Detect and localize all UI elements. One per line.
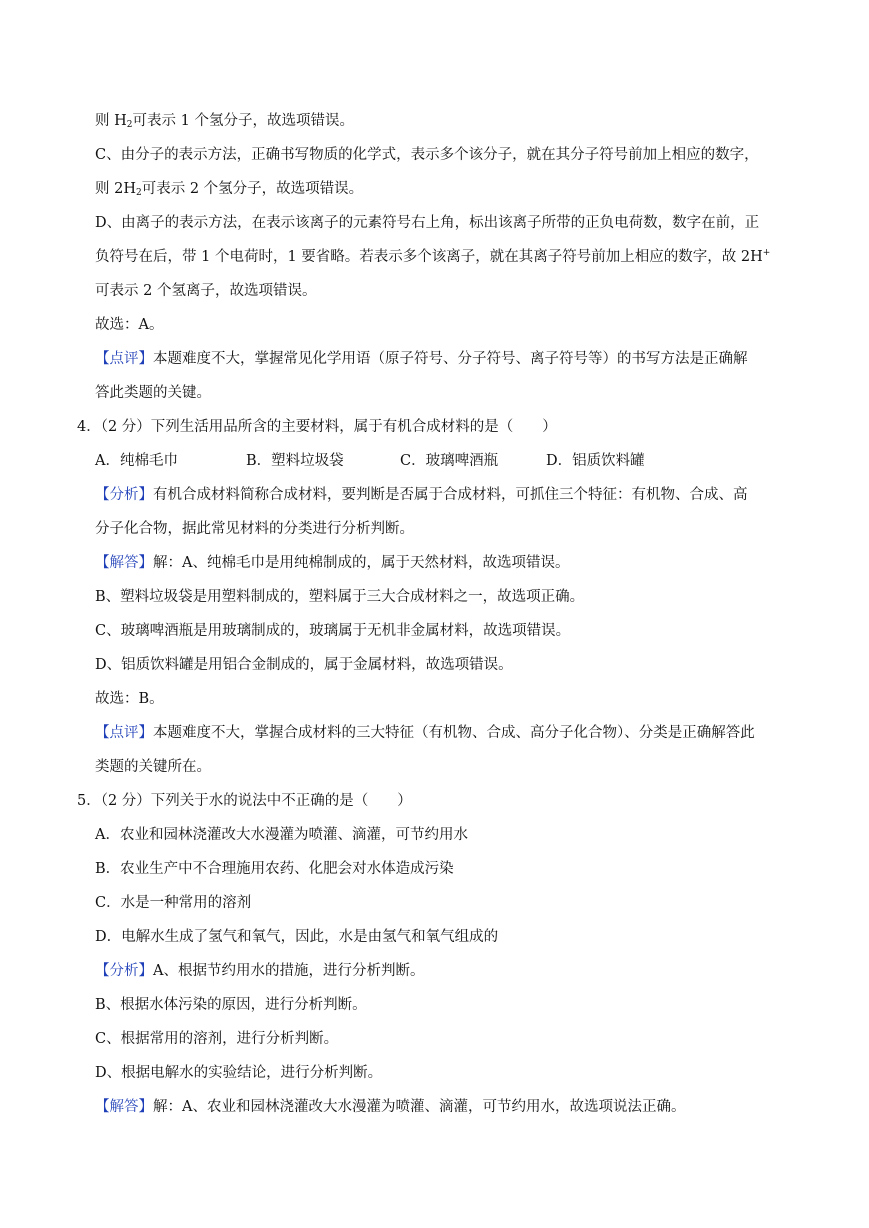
q3-option-d-line1: D、由离子的表示方法，在表示该离子的元素符号右上角，标出该离子所带的正负电荷数，数字在前，正 bbox=[95, 215, 760, 231]
q4-comment-line1 bbox=[95, 723, 809, 745]
q3-comment-line2: 答此类题的关键。 bbox=[95, 385, 211, 401]
solution-tag: 【解答】 bbox=[95, 555, 153, 571]
q4-answer: 故选：B。 bbox=[95, 691, 164, 707]
solution-tag: 【解答】 bbox=[95, 1099, 153, 1115]
comment-tag: 【点评】 bbox=[95, 725, 153, 741]
q4-solution-c: C、玻璃啤酒瓶是用玻璃制成的，玻璃属于无机非金属材料，故选项错误。 bbox=[95, 623, 571, 639]
q4-option-c: C．玻璃啤酒瓶 bbox=[400, 453, 499, 469]
comment-tag: 【点评】 bbox=[95, 351, 153, 367]
q5-option-a: A．农业和园林浇灌改大水漫灌为喷灌、滴灌，可节约用水 bbox=[95, 827, 468, 843]
q5-option-d: D．电解水生成了氢气和氧气，因此，水是由氢气和氧气组成的 bbox=[95, 929, 499, 945]
text: 本题难度不大，掌握合成材料的三大特征（有机物、合成、高分子化合物）、分类是正确解答此 bbox=[153, 725, 755, 741]
q5-analysis-c: C、根据常用的溶剂，进行分析判断。 bbox=[95, 1031, 339, 1047]
text: 则 H bbox=[95, 113, 127, 129]
q5-analysis-d: D、根据电解水的实验结论，进行分析判断。 bbox=[95, 1065, 383, 1081]
q3-option-d-line2 bbox=[95, 247, 809, 269]
q3-option-d-line3: 可表示 2 个氢离子，故选项错误。 bbox=[95, 283, 317, 299]
q3-comment-line1 bbox=[95, 349, 809, 371]
q3-b-continuation bbox=[95, 111, 809, 133]
q4-option-a: A．纯棉毛巾 bbox=[95, 453, 178, 469]
q4-solution-d: D、铝质饮料罐是用铝合金制成的，属于金属材料，故选项错误。 bbox=[95, 657, 513, 673]
q4-options bbox=[95, 451, 809, 473]
text: 可表示 1 个氢分子，故选项错误。 bbox=[132, 113, 354, 129]
superscript: + bbox=[762, 248, 771, 258]
q5-solution-a bbox=[95, 1097, 809, 1119]
q5-option-b: B．农业生产中不合理施用农药、化肥会对水体造成污染 bbox=[95, 861, 454, 877]
text: 本题难度不大，掌握常见化学用语（原子符号、分子符号、离子符号等）的书写方法是正确解 bbox=[153, 351, 748, 367]
text: 则 2H bbox=[95, 181, 136, 197]
text: 解：A、纯棉毛巾是用纯棉制成的，属于天然材料，故选项错误。 bbox=[153, 555, 570, 571]
q4-stem: 4．（2 分）下列生活用品所含的主要材料，属于有机合成材料的是（ ） bbox=[77, 419, 557, 435]
q3-option-c-line1: C、由分子的表示方法，正确书写物质的化学式，表示多个该分子，就在其分子符号前加上相应的数字， bbox=[95, 147, 759, 163]
q5-analysis-a bbox=[95, 961, 809, 983]
q4-solution-b: B、塑料垃圾袋是用塑料制成的，塑料属于三大合成材料之一，故选项正确。 bbox=[95, 589, 585, 605]
q4-analysis-line1 bbox=[95, 485, 809, 507]
analysis-tag: 【分析】 bbox=[95, 963, 153, 979]
subscript: 2 bbox=[135, 188, 142, 198]
text: A、根据节约用水的措施，进行分析判断。 bbox=[153, 963, 425, 979]
q5-stem: 5．（2 分）下列关于水的说法中不正确的是（ ） bbox=[77, 793, 412, 809]
q4-comment-line2: 类题的关键所在。 bbox=[95, 759, 211, 775]
q5-option-c: C．水是一种常用的溶剂 bbox=[95, 895, 252, 911]
q3-answer: 故选：A。 bbox=[95, 317, 164, 333]
subscript: 2 bbox=[126, 120, 133, 130]
q4-analysis-line2: 分子化合物，据此常见材料的分类进行分析判断。 bbox=[95, 521, 414, 537]
q4-option-d: D．铝质饮料罐 bbox=[546, 453, 645, 469]
q4-solution-a bbox=[95, 553, 809, 575]
q3-option-c-line2 bbox=[95, 179, 809, 201]
text: 负符号在后，带 1 个电荷时，1 要省略。若表示多个该离子，就在其离子符号前加上相应的数字，故 2H bbox=[95, 249, 763, 265]
analysis-tag: 【分析】 bbox=[95, 487, 153, 503]
q5-analysis-b: B、根据水体污染的原因，进行分析判断。 bbox=[95, 997, 367, 1013]
text: 解：A、农业和园林浇灌改大水漫灌为喷灌、滴灌，可节约用水，故选项说法正确。 bbox=[153, 1099, 686, 1115]
text: 有机合成材料简称合成材料，要判断是否属于合成材料，可抓住三个特征：有机物、合成、高 bbox=[153, 487, 748, 503]
q4-option-b: B．塑料垃圾袋 bbox=[246, 453, 344, 469]
text: 可表示 2 个氢分子，故选项错误。 bbox=[141, 181, 364, 197]
